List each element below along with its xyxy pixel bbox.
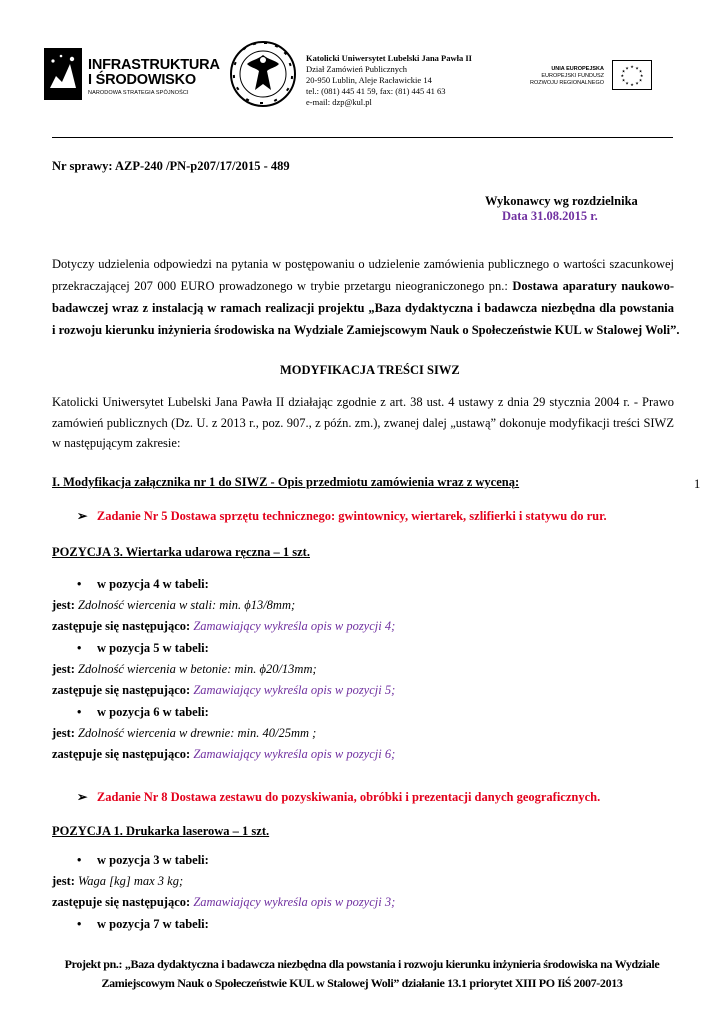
intro-line-4: i rozwoju kierunku inżynieria środowiska na Wydziale Zamiejscowym Nauk o Społeczeństwie KUL w Stalowej Woli”. — [52, 323, 680, 337]
eu-line-1: UNIA EUROPEJSKA — [551, 66, 604, 72]
footer-line-2: Zamiejscowym Nauk o Społeczeństwie KUL w Stalowej Woli” działanie 13.1 priorytet XIII PO IiŚ 2007-2013 — [101, 976, 623, 990]
header-divider — [52, 137, 673, 138]
para2-line-1: Katolicki Uniwersytet Lubelski Jana Pawła II działając zgodnie z art. 38 ust. 4 ustawy z dnia 29 stycznia 2004 r. - Prawo — [52, 395, 674, 409]
case-number: Nr sprawy: AZP-240 /PN-p207/17/2015 - 489 — [52, 159, 290, 173]
arrow-bullet-icon: ➢ — [77, 509, 88, 523]
svg-text:★: ★ — [621, 77, 626, 83]
logo-line-3: NARODOWA STRATEGIA SPÓJNOŚCI — [88, 90, 189, 96]
svg-text:★: ★ — [625, 65, 629, 71]
eu-flag-icon — [612, 60, 652, 90]
bullet-icon: • — [77, 577, 82, 591]
eu-text — [506, 66, 604, 87]
svg-text:★: ★ — [620, 73, 625, 78]
footer-line-1: Projekt pn.: „Baza dydaktyczna i badawcza niezbędna dla powstania i rozwoju kierunku inżynieria środowiska na Wydziale — [64, 957, 660, 971]
section-1-title: I. Modyfikacja załącznika nr 1 do SIWZ - Opis przedmiotu zamówienia wraz z wyceną: — [52, 475, 520, 489]
replace-line: zastępuje się następująco: Zamawiający wykreśla opis w pozycji 4; — [52, 619, 396, 633]
jest-line: jest: Zdolność wiercenia w betonie: min. ϕ20/13mm; — [52, 662, 317, 676]
bullet-icon: • — [77, 853, 82, 867]
list-item-bullet: • w pozycja 5 w tabeli: — [77, 641, 209, 655]
document-date: Data 31.08.2015 r. — [502, 209, 598, 223]
jest-line: jest: Waga [kg] max 3 kg; — [52, 874, 184, 888]
university-phone: tel.: (081) 445 41 59, fax: (81) 445 41 63 — [306, 86, 446, 96]
kul-seal-icon — [229, 40, 297, 108]
svg-text:★: ★ — [638, 77, 643, 83]
replace-line: zastępuje się następująco: Zamawiający wykreśla opis w pozycji 3; — [52, 895, 396, 909]
logo-mark-icon — [44, 48, 82, 100]
university-address: 20-950 Lublin, Aleje Racławickie 14 — [306, 75, 432, 85]
list-item-bullet: • w pozycja 4 w tabeli: — [77, 577, 209, 591]
svg-text:★: ★ — [621, 68, 626, 74]
para2-line-2: zamówień publicznych (Dz. U. z 2013 r., poz. 907., z późn. zm.), zwanej dalej „ustawą” dokonuje modyfikacji treści SIWZ — [52, 416, 674, 430]
eu-line-2: EUROPEJSKI FUNDUSZ — [541, 73, 604, 79]
task-5-label: Zadanie Nr 5 Dostawa sprzętu technicznego: gwintownicy, wiertarek, szlifierki i statywu do rur. — [96, 509, 607, 523]
list-item-bullet: • w pozycja 7 w tabeli: — [77, 917, 209, 931]
recipients: Wykonawcy wg rozdzielnika — [485, 194, 638, 208]
intro-line-1: Dotyczy udzielenia odpowiedzi na pytania w postępowaniu o udzielenie zamówienia publicznego o wartości szacunkowej — [52, 257, 674, 271]
svg-text:★: ★ — [630, 82, 634, 87]
svg-text:★: ★ — [635, 65, 639, 71]
jest-line: jest: Zdolność wiercenia w stali: min. ϕ13/8mm; — [52, 598, 296, 612]
page-number: 1 — [694, 477, 701, 491]
intro-line-2: przekraczającej 207 000 EURO prowadzonego w trybie przetargu nieograniczonego pn.: Dostawa aparatury naukowo- — [52, 279, 674, 293]
svg-text:★: ★ — [635, 80, 639, 86]
bullet-icon: • — [77, 705, 82, 719]
svg-text:★: ★ — [639, 73, 644, 78]
university-name: Katolicki Uniwersytet Lubelski Jana Pawła II — [306, 53, 472, 63]
infrastruktura-logo — [44, 46, 220, 104]
university-info — [306, 53, 472, 108]
task-8-item — [77, 789, 600, 805]
logo-line-2: I ŚRODOWISKO — [88, 72, 196, 88]
list-item-bullet: • w pozycja 6 w tabeli: — [77, 705, 209, 719]
task-8-label: Zadanie Nr 8 Dostawa zestawu do pozyskiwania, obróbki i prezentacji danych geograficznych. — [96, 790, 601, 804]
bullet-icon: • — [77, 917, 82, 931]
section-heading: MODYFIKACJA TREŚCI SIWZ — [280, 363, 460, 377]
intro-line-3: badawczej wraz z instalacją w ramach realizacji projektu „Baza dydaktyczna i badawcza niezbędna dla powstania — [52, 301, 674, 315]
bullet-icon: • — [77, 641, 82, 655]
replace-line: zastępuje się następująco: Zamawiający wykreśla opis w pozycji 6; — [52, 747, 396, 761]
position-3-title: POZYCJA 3. Wiertarka udarowa ręczna – 1 szt. — [52, 545, 310, 559]
list-item-bullet: • w pozycja 3 w tabeli: — [77, 853, 209, 867]
svg-text:★: ★ — [630, 64, 634, 69]
svg-text:★: ★ — [638, 68, 643, 74]
task-5-item — [77, 508, 607, 524]
position-1-title: POZYCJA 1. Drukarka laserowa – 1 szt. — [52, 824, 270, 838]
university-email: e-mail: dzp@kul.pl — [306, 97, 372, 107]
logo-line-1: INFRASTRUKTURA — [88, 57, 220, 73]
arrow-bullet-icon: ➢ — [77, 790, 88, 804]
para2-line-3: w następującym zakresie: — [52, 436, 181, 450]
jest-line: jest: Zdolność wiercenia w drewnie: min. 40/25mm ; — [52, 726, 317, 740]
university-department: Dział Zamówień Publicznych — [306, 64, 408, 74]
svg-text:★: ★ — [625, 80, 629, 86]
eu-line-3: ROZWOJU REGIONALNEGO — [530, 80, 604, 86]
replace-line: zastępuje się następująco: Zamawiający wykreśla opis w pozycji 5; — [52, 683, 396, 697]
